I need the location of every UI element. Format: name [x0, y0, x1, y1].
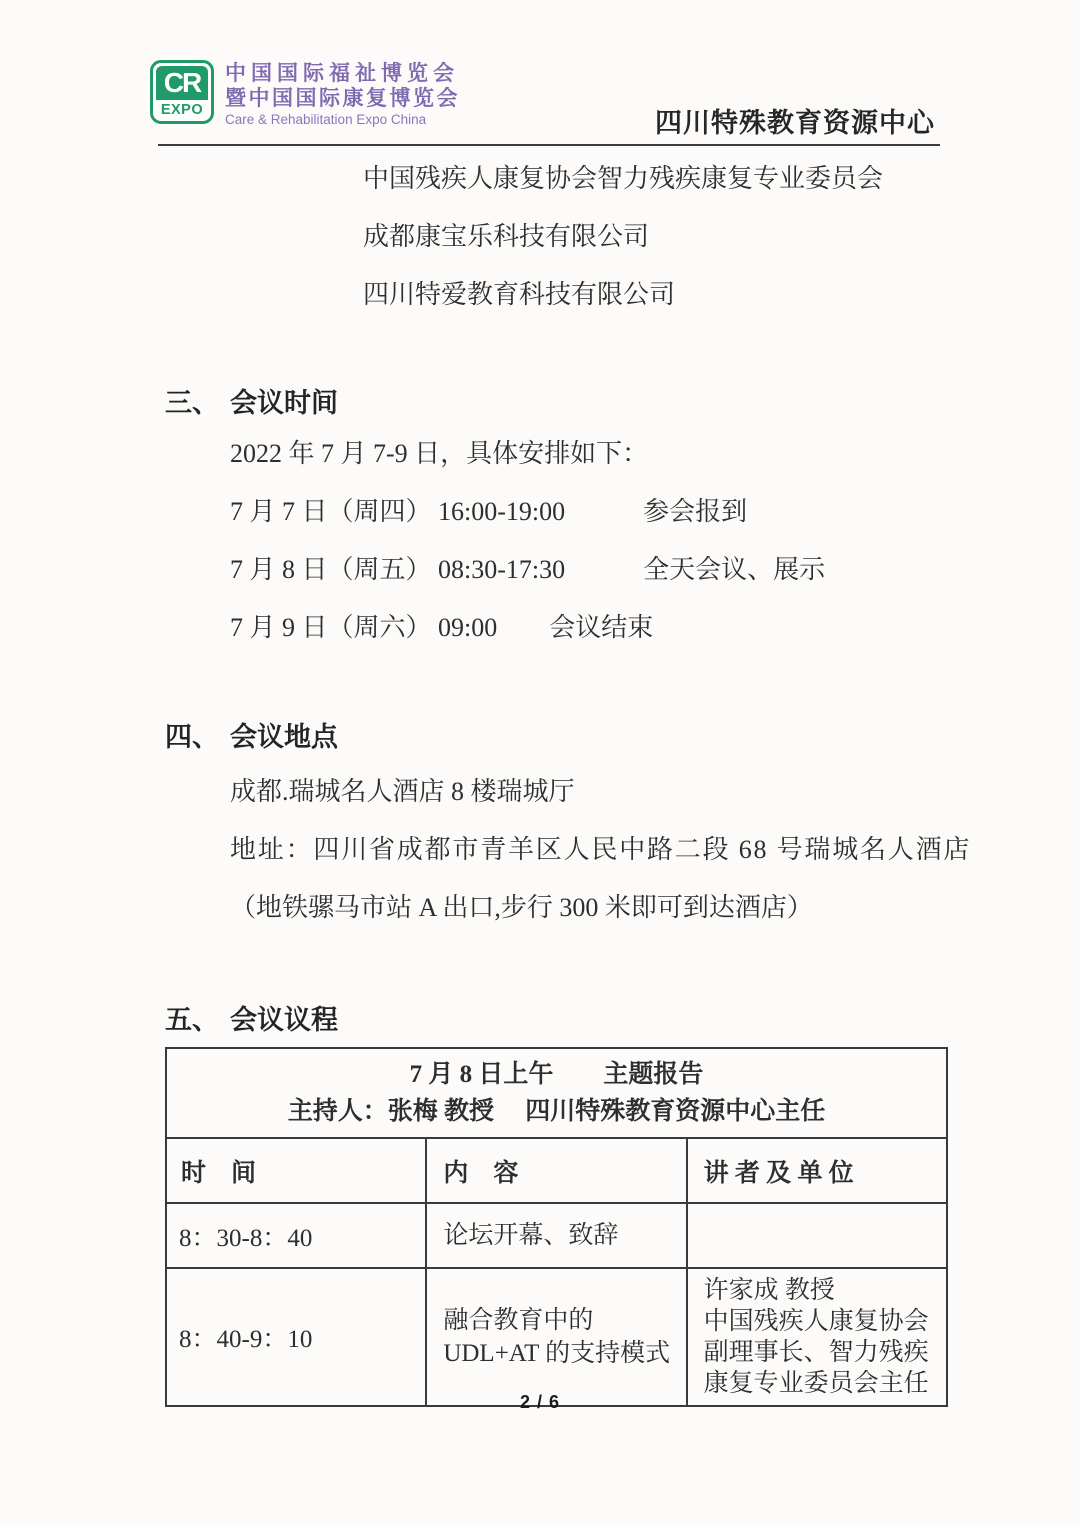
agenda-table [165, 1047, 948, 1407]
agenda-speaker-cell [687, 1203, 947, 1268]
speaker-name: 许家成 教授 [703, 1277, 835, 1304]
section-meeting-venue [165, 722, 972, 937]
schedule-intro-line: 2022 年 7 月 7-9 日，具体安排如下： [230, 439, 649, 468]
host-org-item: 四川特爱教育科技有限公司 [363, 280, 676, 309]
agenda-time-cell: 8：40-9：10 [166, 1268, 426, 1406]
agenda-header-row [166, 1138, 947, 1203]
agenda-session-cell [166, 1048, 947, 1138]
section-title: 会议时间 [230, 388, 338, 418]
host-org-item: 成都康宝乐科技有限公司 [363, 222, 650, 251]
venue-line: 成都.瑞城名人酒店 8 楼瑞城厅 [230, 777, 575, 806]
logo-en-line: Care & Rehabilitation Expo China [225, 112, 427, 127]
expo-logo [150, 60, 460, 128]
agenda-time-cell: 8：30-8：40 [166, 1203, 426, 1268]
section-heading [165, 388, 950, 418]
column-header-speaker: 讲 者 及 单 位 [687, 1138, 947, 1203]
section-title: 会议地点 [230, 722, 338, 752]
schedule-line: 7 月 9 日（周六） 09:00 会议结束 [230, 613, 654, 642]
section-body [230, 763, 972, 937]
logo-expo-letters: EXPO [160, 102, 204, 118]
logo-cn-line1: 中国国际福祉博览会 [225, 62, 459, 85]
logo-wordmark [225, 60, 460, 128]
agenda-speaker-cell [687, 1268, 947, 1406]
page-header [0, 0, 1080, 147]
section-heading [165, 1005, 950, 1035]
section-number: 五、 [165, 1005, 219, 1035]
section-body [230, 425, 950, 657]
page-number: 2 / 6 [519, 1392, 561, 1412]
session-host: 主持人：张梅 教授 四川特殊教育资源中心主任 [287, 1098, 826, 1125]
section-title: 会议议程 [230, 1005, 338, 1035]
organization-title: 四川特殊教育资源中心 [655, 108, 935, 138]
venue-transit-line: （地铁骡马市站 A 出口,步行 300 米即可到达酒店） [230, 893, 813, 922]
host-org-item: 中国残疾人康复协会智力残疾康复专业委员会 [363, 164, 884, 193]
session-title: 7 月 8 日上午 主题报告 [409, 1061, 704, 1088]
section-meeting-time [165, 388, 950, 657]
column-header-time: 时 间 [166, 1138, 426, 1203]
agenda-row [166, 1268, 947, 1406]
section-number: 四、 [165, 722, 219, 752]
section-number: 三、 [165, 388, 219, 418]
agenda-content-cell: 论坛开幕、致辞 [426, 1203, 686, 1268]
host-organizations [363, 150, 883, 324]
section-meeting-agenda [165, 1005, 950, 1035]
logo-cr-letters: CR [156, 66, 208, 100]
schedule-line: 7 月 7 日（周四） 16:00-19:00 参会报到 [230, 497, 748, 526]
logo-cn-line2: 暨中国国际康复博览会 [225, 87, 460, 110]
schedule-line: 7 月 8 日（周五） 08:30-17:30 全天会议、展示 [230, 555, 826, 584]
speaker-organization: 中国残疾人康复协会副理事长、智力残疾康复专业委员会主任 [703, 1308, 929, 1397]
agenda-row [166, 1203, 947, 1268]
agenda-session-row [166, 1048, 947, 1138]
venue-address-line: 地址：四川省成都市青羊区人民中路二段 68 号瑞城名人酒店 [230, 835, 972, 864]
header-divider [158, 144, 940, 146]
agenda-content-cell: 融合教育中的 UDL+AT 的支持模式 [426, 1268, 686, 1406]
section-heading [165, 722, 950, 752]
cr-expo-logo-icon [150, 60, 214, 124]
column-header-content: 内 容 [426, 1138, 686, 1203]
